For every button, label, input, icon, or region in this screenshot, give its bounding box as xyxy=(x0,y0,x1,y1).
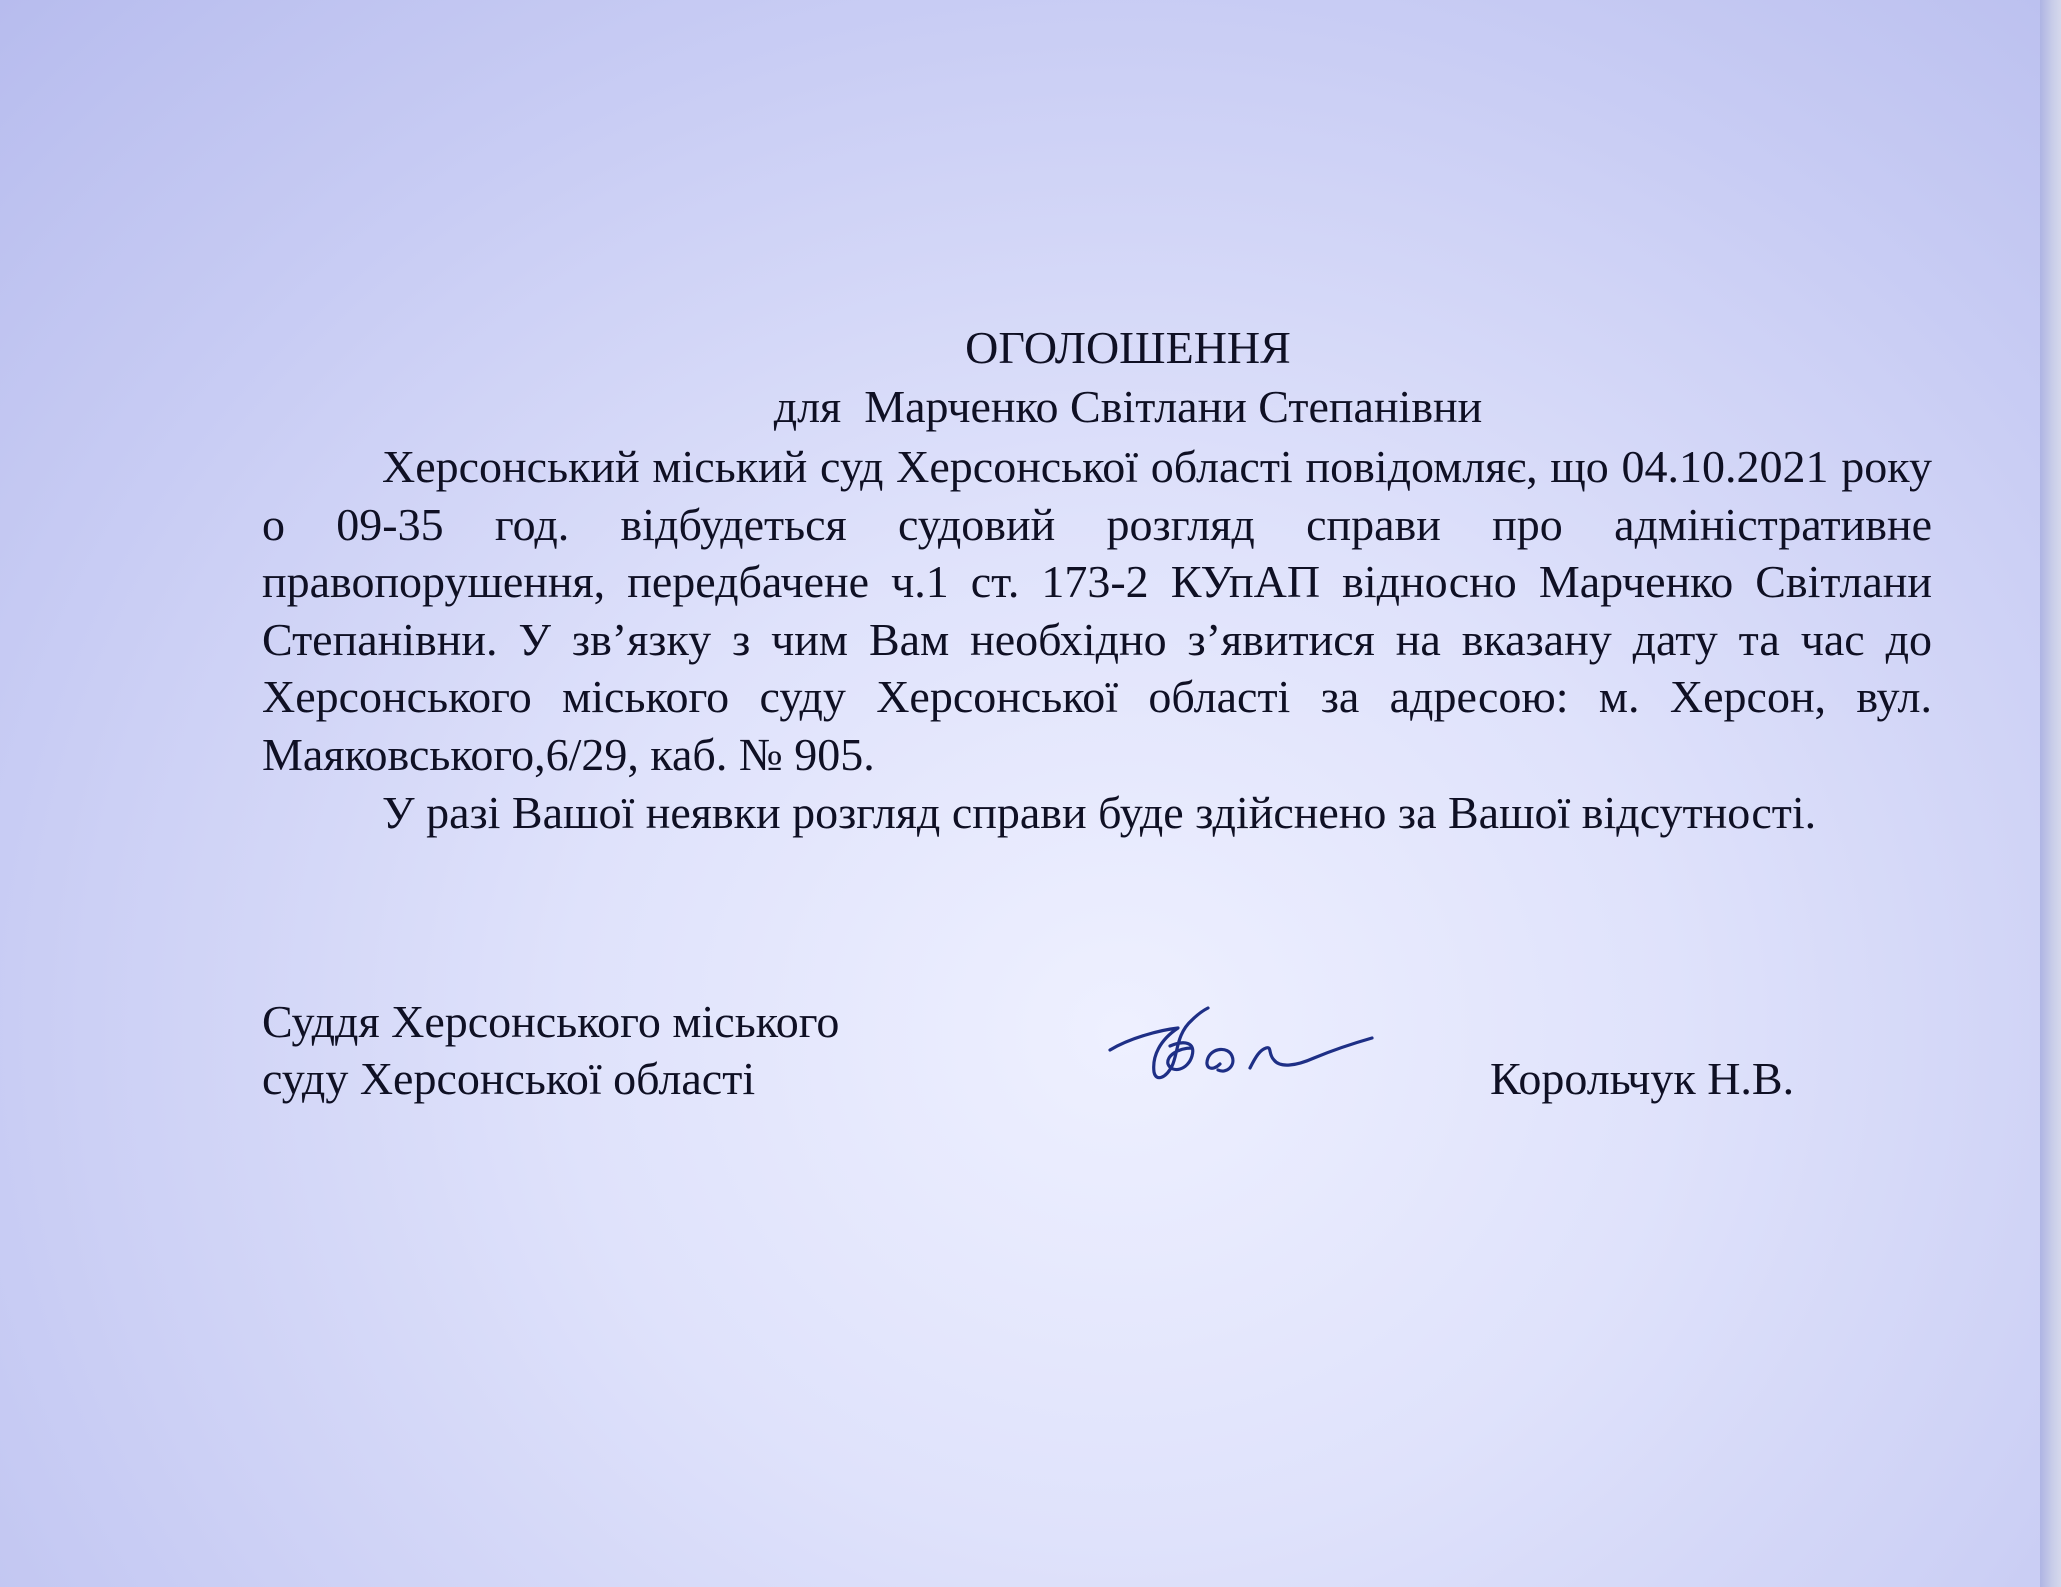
judge-position-line1: Суддя Херсонського міського xyxy=(262,996,840,1047)
paper-edge xyxy=(2040,0,2061,1587)
judge-position xyxy=(262,993,839,1107)
signature-stroke xyxy=(1110,1008,1372,1078)
notice-addressee: для Марченко Світлани Степанівни xyxy=(773,381,1483,432)
notice-body xyxy=(262,318,1932,843)
notice-title: ОГОЛОШЕННЯ xyxy=(965,322,1291,373)
judge-name: Корольчук Н.В. xyxy=(1490,1053,1795,1104)
notice-warning-paragraph: У разі Вашої неявки розгляд справи буде здійснено за Вашої відсутності. xyxy=(382,787,1817,838)
judge-position-line2: суду Херсонської області xyxy=(262,1053,756,1104)
handwritten-signature xyxy=(1100,990,1380,1100)
notice-main-paragraph: Херсонський міський суд Херсонської області повідомляє, що 04.10.2021 року о 09-35 год. відбудеться судовий розгляд справи про адміністративне правопорушення, передбачене ч.1 ст. 173-2 КУпАП відносно Марченко Світлани Степанівни. У зв’язку з чим Вам необхідно з’явитися на вказану дату та час до Херсонського міського суду Херсонської області за адресою: м. Херсон, вул. Маяковського,6/29, каб. № 905. xyxy=(262,441,1932,780)
